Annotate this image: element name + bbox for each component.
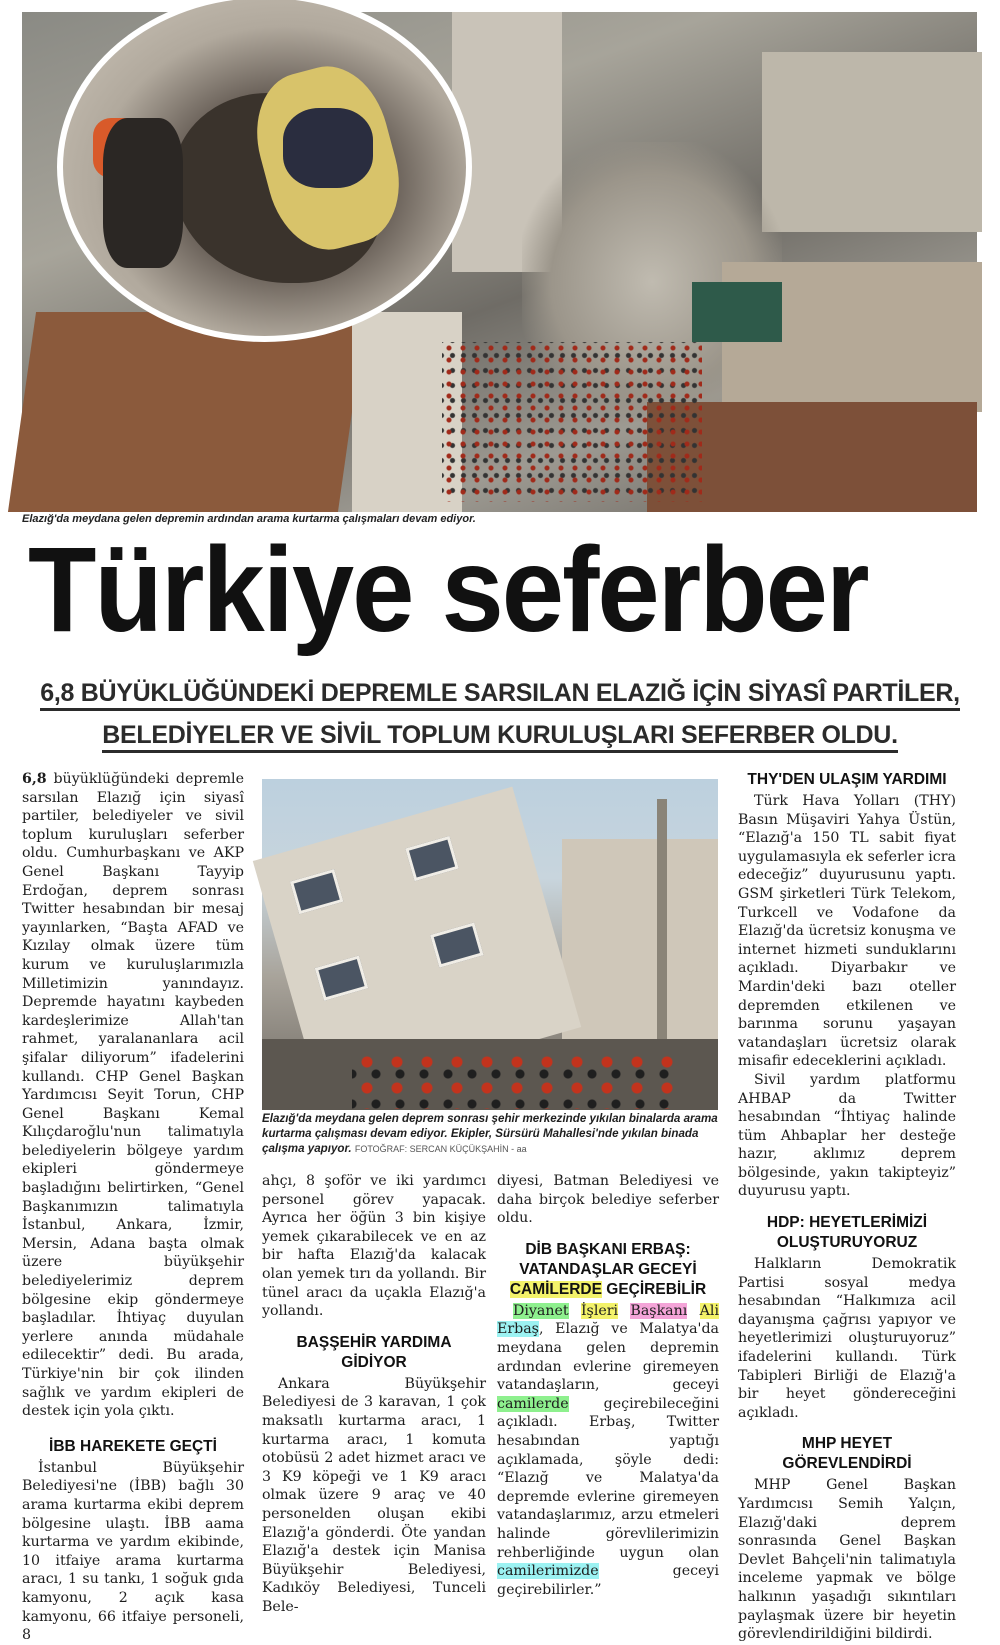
inset-rescuer-boot bbox=[103, 118, 183, 268]
subhead bbox=[40, 672, 960, 756]
top-photo bbox=[22, 12, 977, 512]
section-heading-hdp: HDP: HEYETLERİMİZİ OLUŞTURUYORUZ bbox=[766, 1214, 928, 1252]
middle-photo-caption bbox=[262, 1111, 718, 1157]
body-text: Türk Hava Yolları (THY) Basın Müşaviri Yahya Üstün, “Elazığ'a 150 TL sabit fiyat uygulamasıyla ek seferler icra edeceğiz” duyurusunu yaptı. GSM şirketleri Türk Telekom, Turkcell ve Vodafone da Elazığ'da ücretsiz konuşma ve internet hizmeti sunduklarını açıkladı. Diyarbakır ve Mardin'deki bazı oteller depremden etkilenen ve barınma sorunu yaşayan vatandaşları ücretsiz olarak misafir edeceklerini açıkladı. bbox=[738, 793, 956, 1070]
highlighted-word: İşleri bbox=[580, 1302, 619, 1319]
section-heading-thy: THY'DEN ULAŞIM YARDIMI bbox=[747, 771, 947, 788]
highlighted-word: camilerimizde bbox=[497, 1563, 599, 1580]
inset-person bbox=[283, 108, 373, 188]
section-heading-dib bbox=[497, 1240, 719, 1300]
middle-photo bbox=[262, 779, 718, 1110]
article-column-4 bbox=[738, 770, 956, 1644]
body-text: , Elazığ ve Malatya'da meydana gelen depremin ardından evlerine giremeyen vatandaşların, geceyi bbox=[497, 1321, 719, 1394]
highlighted-word: Ali bbox=[699, 1302, 719, 1319]
section-heading-baskent: BAŞŞEHİR YARDIMA GİDİYOR bbox=[296, 1333, 452, 1371]
photo-excavator bbox=[692, 282, 782, 342]
body-text: büyüklüğündeki depremle sarsılan Elazığ için siyasî partiler, belediyeler ve sivil toplum kuruluşları seferber oldu. Cumhurbaşkanı ve AKP Genel Başkanı Tayyip Erdoğan, deprem sonrası Twitter hesabından bir mesaj yayınlarken, “Başta AFAD ve Kızılay olmak üzere tüm kurum ve kuruluşlarımızla Milletimizin yanındayız. Depremde hayatını kaybeden kardeşlerimize Allah'tan rahmet, yaralananlara acil şifalar diliyorum” ifadelerini kullandı. CHP Genel Başkan Yardımcısı Seyit Torun, CHP Genel Başkanı Kemal Kılıçdaroğlu'nun talimatıyla belediyelerin bölgeye yardım ekipleri göndermeye başladığını belirtirken, “Genel Başkanımızın talimatıyla İstanbul, Ankara, İzmir, Mersin, Adana başta olmak üzere büyükşehir belediyelerimiz deprem bölgesine ekip göndermeye başladılar. İhtiyaç duyulan yerlere anında müdahale edilecektir” dedi. Bu arada, Türkiye'nin bir çok ilinden sağlık ve yardım ekipleri de destek için yola çıktı. bbox=[22, 771, 244, 1420]
photo-window bbox=[405, 836, 459, 881]
body-text: İstanbul Büyükşehir Belediyesi'ne (İBB) bağlı 30 arama kurtarma ekibi deprem bölgesine ulaştı. İBB aama kurtarma ve yardım ekibinde, 10 itfaiye arama kurtarma aracı, 1 su tankı, 1 soğuk gıda kamyonu, 2 açık kasa kamyonu, 66 itfaiye personeli, 8 bbox=[22, 1459, 244, 1644]
body-text: geceyi geçirebilirler.” bbox=[497, 1563, 719, 1598]
body-text: Sivil yardım platformu AHBAP da Twitter hesabından “İhtiyaç halinde tüm Ahbaplar her desteğe hazır, aklımız deprem bölgesinde, yakın takipteyiz” duyurusu yaptı. bbox=[738, 1071, 956, 1200]
highlighted-word: Erbaş bbox=[497, 1321, 539, 1338]
article-column-1 bbox=[22, 770, 244, 1645]
photo-credit: FOTOĞRAF: SERCAN KÜÇÜKŞAHİN - aa bbox=[354, 1144, 527, 1154]
heading-text: DİB BAŞKANI ERBAŞ: VATANDAŞLAR GECEYİ bbox=[519, 1240, 697, 1278]
body-text: Ankara Büyükşehir Belediyesi de 3 karavan, 1 çok maksatlı kurtarma aracı, 1 kurtarma aracı, 1 komuta otobüsü 2 adet hizmet aracı ve 3 K9 köpeği ve 1 K9 aracı olmak üzere 9 araç ve 40 personelden oluşan ekibi Elazığ'a gönderdi. Öte yandan Elazığ'a destek için Manisa Büyükşehir Belediyesi, Kadıköy Belediyesi, Tunceli Bele- bbox=[262, 1375, 486, 1615]
highlighted-word: camilerde bbox=[497, 1395, 569, 1412]
body-text: diyesi, Batman Belediyesi ve daha birçok belediye seferber oldu. bbox=[497, 1173, 719, 1227]
photo-yard bbox=[762, 52, 982, 232]
top-photo-caption: Elazığ'da meydana gelen depremin ardından arama kurtarma çalışmaları devam ediyor. bbox=[22, 513, 476, 525]
photo-window bbox=[315, 955, 369, 1000]
body-text: geçirebileceğini açıkladı. Erbaş, Twitter hesabından yaptığı açıklamada, şöyle dedi: “Elazığ ve Malatya'da depremde evlerine giremeyen vatandaşlarımız, arzu etmeleri halinde görevlilerimizin rehberliğinde uygun olan bbox=[497, 1395, 719, 1561]
lead-number: 6,8 bbox=[22, 771, 47, 787]
highlighted-word: Başkanı bbox=[630, 1302, 688, 1319]
photo-rescuers bbox=[352, 1049, 682, 1109]
subhead-line-1: 6,8 BÜYÜKLÜĞÜNDEKİ DEPREMLE SARSILAN ELAZIĞ İÇİN SİYASÎ PARTİLER, bbox=[40, 679, 960, 711]
body-text bbox=[497, 1302, 719, 1600]
body-text: ahçı, 8 şoför ve iki yardımcı personel görev yapacak. Ayrıca her öğün 3 bin kişiye yemek çıkarabilecek ve en az bir hafta Elazığ'da kalacak olan yemek tırı da yollandı. Bir tünel aracı da uçakla Elazığ'a yollandı. bbox=[262, 1173, 486, 1320]
subhead-line-2: BELEDİYELER VE SİVİL TOPLUM KURULUŞLARI SEFERBER OLDU. bbox=[102, 721, 897, 753]
heading-text: GEÇİREBİLİR bbox=[601, 1280, 707, 1298]
photo-window bbox=[290, 869, 344, 914]
photo-building bbox=[562, 839, 718, 1039]
article-column-3 bbox=[497, 1172, 719, 1599]
section-heading-mhp: MHP HEYET GÖREVLENDİRDİ bbox=[782, 1435, 912, 1473]
body-text: Halkların Demokratik Partisi sosyal medya hesabından “Halkımıza acil dayanışma çağrısı yapıyor ve heyetlerimizi oluşturuyoruz” ifadelerini kullandı. Türk Tabipleri Birliği de Elazığ'a bir heyet göndereceğini açıkladı. bbox=[738, 1256, 956, 1421]
highlighted-word: CAMİLERDE bbox=[509, 1280, 602, 1298]
highlighted-word: Diyanet bbox=[513, 1302, 569, 1319]
photo-window bbox=[430, 922, 484, 967]
section-heading-ibb: İBB HAREKETE GEÇTİ bbox=[49, 1437, 217, 1455]
inset-photo-circle bbox=[57, 0, 472, 342]
article-column-2 bbox=[262, 1172, 486, 1616]
photo-crowd bbox=[442, 342, 702, 502]
photo-roof bbox=[8, 312, 366, 512]
headline: Türkiye seferber bbox=[28, 522, 868, 658]
caption-text: Elazığ'da meydana gelen deprem sonrası şehir merkezinde yıkılan binalarda arama kurtarma çalışması devam ediyor. Ekipler, Sürsürü Mahallesi'nde yıkılan binada çalışma yapıyor. bbox=[262, 1112, 718, 1155]
body-text: MHP Genel Başkan Yardımcısı Semih Yalçın, Elazığ'daki deprem sonrasında Genel Başkan Devlet Bahçeli'nin talimatıyla inceleme yapmak ve bölge halkının yaşadığı sıkıntıları paylaşmak üzere bir heyetin görevlendirildiğini bildirdi. bbox=[738, 1477, 956, 1643]
